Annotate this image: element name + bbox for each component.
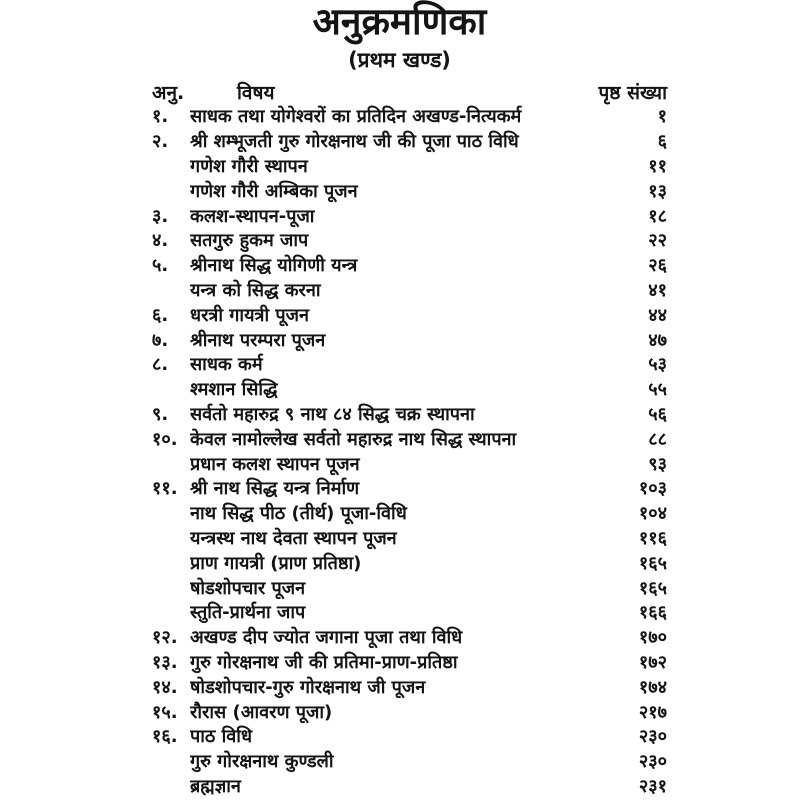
toc-row: [152, 476, 667, 501]
entry-subject: नाथ सिद्ध पीठ (तीर्थ) पूजा-विधि: [190, 503, 407, 525]
entry-page-number: २३०: [638, 751, 667, 773]
entry-subject: गुरु गोरक्षनाथ जी की प्रतिमा-प्राण-प्रतिष्ठा: [190, 651, 458, 673]
toc-header-serial: अनु.: [152, 81, 185, 104]
entry-serial-number: २.: [152, 131, 169, 153]
entry-page-number: ८८: [648, 428, 667, 450]
entry-page-number: २२: [648, 230, 667, 252]
entry-page-number: ११: [648, 155, 667, 177]
toc-row: [152, 426, 667, 451]
entry-page-number: २३१: [638, 775, 667, 797]
entry-serial-number: ९.: [152, 403, 169, 425]
toc-row: [152, 203, 667, 228]
entry-serial-number: ६.: [152, 304, 169, 326]
entry-subject: श्री शम्भूजती गुरु गोरक्षनाथ जी की पूजा पाठ विधि: [190, 131, 519, 153]
toc-row: [152, 228, 667, 253]
entry-serial-number: १६.: [152, 726, 178, 748]
toc-row: [152, 699, 667, 724]
toc-row: [152, 550, 667, 575]
entry-subject: गुरु गोरक्षनाथ कुण्डली: [190, 751, 334, 773]
toc-row: [152, 154, 667, 179]
entry-serial-number: १२.: [152, 627, 178, 649]
entry-subject: गणेश गौरी अम्बिका पूजन: [190, 180, 358, 202]
entry-page-number: १६६: [638, 602, 667, 624]
page-title: अनुक्रमणिका: [312, 0, 487, 43]
entry-page-number: १७२: [638, 651, 667, 673]
toc-row: [152, 302, 667, 327]
entry-page-number: ४४: [648, 304, 667, 326]
table-of-contents: [152, 79, 667, 798]
entry-page-number: ५५: [648, 379, 667, 401]
toc-row: [152, 377, 667, 402]
entry-serial-number: १०.: [152, 428, 178, 450]
entry-subject: प्रधान कलश स्थापन पूजन: [190, 453, 360, 475]
toc-row: [152, 501, 667, 526]
entry-subject: स्तुति-प्रार्थना जाप: [190, 602, 306, 624]
toc-row: [152, 327, 667, 352]
entry-subject: साधक कर्म: [190, 354, 263, 376]
toc-row: [152, 278, 667, 303]
entry-subject: साधक तथा योगेश्वरों का प्रतिदिन अखण्ड-नित्यकर्म: [190, 106, 522, 128]
entry-page-number: २१७: [638, 701, 667, 723]
entry-subject: ब्रह्मज्ञान: [190, 775, 241, 797]
toc-rows: [152, 104, 667, 798]
entry-serial-number: ५.: [152, 255, 169, 277]
entry-page-number: १०३: [638, 478, 667, 500]
entry-serial-number: १४.: [152, 676, 178, 698]
entry-subject: यन्त्रस्थ नाथ देवता स्थापन पूजन: [190, 527, 397, 549]
entry-subject: षोडशोपचार पूजन: [190, 577, 306, 599]
entry-page-number: ६: [657, 131, 667, 153]
toc-row: [152, 674, 667, 699]
entry-page-number: १३: [648, 180, 667, 202]
toc-row: [152, 526, 667, 551]
toc-row: [152, 749, 667, 774]
toc-header-row: [152, 79, 667, 104]
toc-row: [152, 178, 667, 203]
toc-row: [152, 402, 667, 427]
entry-subject: पाठ विधि: [190, 726, 253, 748]
entry-serial-number: १.: [152, 106, 169, 128]
page-subtitle: (प्रथम खण्ड): [348, 48, 451, 72]
entry-page-number: १: [657, 106, 667, 128]
entry-subject: सर्वतो महारुद्र ९ नाथ ८४ सिद्ध चक्र स्थापना: [190, 403, 475, 425]
entry-serial-number: ७.: [152, 329, 169, 351]
entry-page-number: १७०: [638, 627, 667, 649]
entry-page-number: ५६: [648, 403, 667, 425]
entry-page-number: ९३: [648, 453, 667, 475]
entry-subject: षोडशोपचार-गुरु गोरक्षनाथ जी पूजन: [190, 676, 426, 698]
toc-row: [152, 129, 667, 154]
entry-subject: केवल नामोल्लेख सर्वतो महारुद्र नाथ सिद्ध स्थापना: [190, 428, 517, 450]
entry-serial-number: १३.: [152, 651, 178, 673]
entry-page-number: २३०: [638, 726, 667, 748]
entry-page-number: २६: [648, 255, 667, 277]
entry-subject: गणेश गौरी स्थापन: [190, 155, 308, 177]
entry-page-number: ४७: [648, 329, 667, 351]
toc-row: [152, 451, 667, 476]
toc-header-page-number: पृष्ठ संख्या: [598, 81, 667, 104]
entry-page-number: १६५: [638, 577, 667, 599]
entry-serial-number: ३.: [152, 205, 169, 227]
entry-serial-number: ११.: [152, 478, 178, 500]
toc-row: [152, 253, 667, 278]
toc-row: [152, 650, 667, 675]
entry-subject: अखण्ड दीप ज्योत जगाना पूजा तथा विधि: [190, 627, 463, 649]
entry-subject: श्री नाथ सिद्ध यन्त्र निर्माण: [190, 478, 360, 500]
toc-row: [152, 774, 667, 799]
toc-row: [152, 352, 667, 377]
toc-row: [152, 600, 667, 625]
entry-serial-number: १५.: [152, 701, 178, 723]
entry-serial-number: ८.: [152, 354, 169, 376]
toc-row: [152, 104, 667, 129]
toc-row: [152, 625, 667, 650]
entry-page-number: १८: [648, 205, 667, 227]
toc-row: [152, 575, 667, 600]
toc-header-subject: विषय: [237, 81, 275, 104]
entry-page-number: ५३: [648, 354, 667, 376]
entry-subject: रौरास (आवरण पूजा): [190, 701, 333, 723]
entry-subject: श्रीनाथ परम्परा पूजन: [190, 329, 326, 351]
entry-page-number: १०४: [638, 503, 667, 525]
entry-page-number: १७४: [638, 676, 667, 698]
entry-subject: धरत्री गायत्री पूजन: [190, 304, 309, 326]
entry-subject: श्रीनाथ सिद्ध योगिणी यन्त्र: [190, 255, 358, 277]
entry-subject: कलश-स्थापन-पूजा: [190, 205, 315, 227]
entry-subject: प्राण गायत्री (प्राण प्रतिष्ठा): [190, 552, 362, 574]
entry-page-number: ४१: [648, 279, 667, 301]
entry-page-number: १६५: [638, 552, 667, 574]
toc-row: [152, 724, 667, 749]
entry-subject: यन्त्र को सिद्ध करना: [190, 279, 321, 301]
entry-serial-number: ४.: [152, 230, 169, 252]
entry-subject: श्मशान सिद्धि: [190, 379, 278, 401]
entry-subject: सतगुरु हुकम जाप: [190, 230, 309, 252]
entry-page-number: ११६: [638, 527, 667, 549]
